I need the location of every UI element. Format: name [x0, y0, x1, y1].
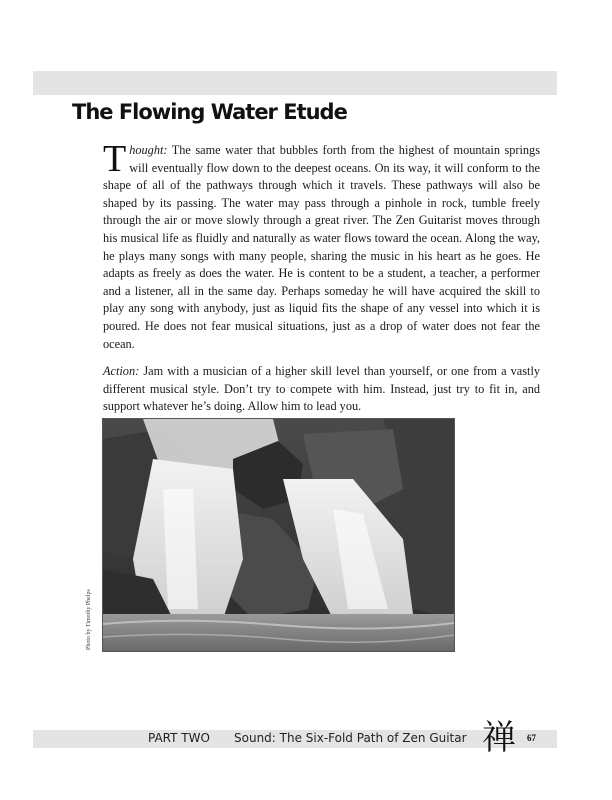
action-text: Jam with a musician of a higher skill level than yourself, or one from a vastly different musical style. Don’t try to compete with him. Instead, just try to fit in, and support whatever he’s doing. Allow him to lead you.	[103, 364, 541, 414]
thought-paragraph	[103, 138, 540, 353]
photo-credit: Photo by Timothy Phelps	[86, 589, 92, 650]
action-paragraph	[103, 363, 540, 416]
thought-text: The same water that bubbles forth from the highest of mountain springs will eventually flow down to the deepest oceans. On its way, it will conform to the shape of all of the pathways through which it travels. These pathways will also be shaped by its passing. The water may pass through a pinhole in rock, tumble freely through the air or move slowly through a great river. The Zen Guitarist moves through his musical life as fluidly and naturally as water flows toward the ocean. Along the way, he plays many songs with many people, sharing the music in his heart as he goes. He adapts as freely as does the water. He is content to be a student, a teacher, a performer and a listener, all in the same day. Perhaps someday he will have acquired the skill to play any song with anybody, just as liquid fits the shape of any vessel into which it is poured. He does not fear musical situations, just as a drop of water does not fear the ocean.	[103, 143, 540, 351]
action-label: Action:	[103, 364, 140, 379]
waterfall-image	[103, 419, 454, 651]
article-body	[103, 138, 541, 428]
waterfall-photo	[102, 418, 455, 652]
thought-label: hought:	[129, 143, 168, 157]
page-number: 67	[527, 733, 536, 743]
page-title: The Flowing Water Etude	[72, 100, 347, 124]
header-band	[33, 71, 557, 95]
footer-section-title: Sound: The Six-Fold Path of Zen Guitar	[234, 731, 467, 745]
zen-kanji-icon: 禅	[482, 718, 516, 758]
footer-part: PART TWO	[148, 731, 210, 745]
drop-cap: T	[103, 138, 127, 180]
